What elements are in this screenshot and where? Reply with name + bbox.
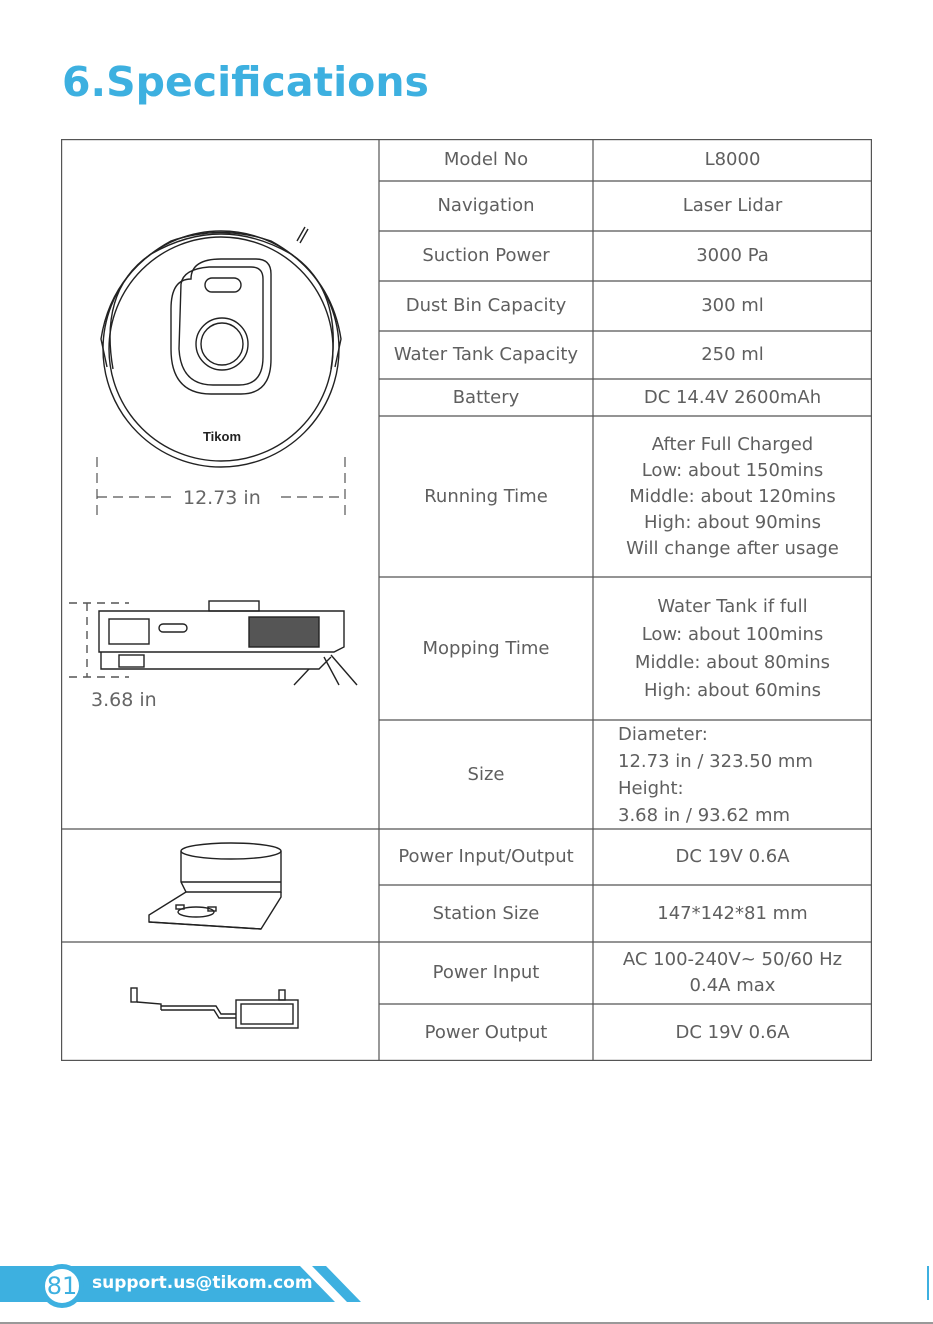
running-time-line: Will change after usage	[626, 537, 839, 559]
spec-value-mopping-time	[593, 577, 872, 720]
spec-value-power-io: DC 19V 0.6A	[675, 846, 790, 867]
spec-label-running-time: Running Time	[424, 485, 548, 507]
spec-value-navigation: Laser Lidar	[682, 195, 783, 216]
spec-value-water-tank: 250 ml	[701, 344, 764, 365]
spec-label-power-input: Power Input	[432, 962, 540, 983]
spec-value-battery: DC 14.4V 2600mAh	[643, 386, 822, 408]
mopping-time-line: Middle: about 80mins	[634, 651, 831, 673]
power-input-line: AC 100-240V~ 50/60 Hz	[622, 949, 843, 970]
charging-station-illustration	[146, 837, 296, 937]
spec-label-power-output: Power Output	[424, 1021, 548, 1043]
spec-value-dust-bin: 300 ml	[701, 295, 764, 316]
running-time-line: After Full Charged	[651, 433, 814, 455]
running-time-line: Low: about 150mins	[641, 459, 824, 481]
spec-value-model-no: L8000	[704, 149, 761, 170]
spec-table	[61, 139, 872, 1061]
spec-label-battery: Battery	[452, 386, 520, 408]
size-line: 3.68 in / 93.62 mm	[618, 804, 791, 826]
size-line: Height:	[618, 777, 684, 799]
power-adapter-illustration	[121, 984, 311, 1039]
spec-label-power-io: Power Input/Output	[398, 846, 574, 867]
spec-value-size	[618, 720, 872, 829]
mopping-time-line: Water Tank if full	[657, 595, 808, 617]
spec-label-navigation: Navigation	[437, 195, 535, 216]
mopping-time-line: High: about 60mins	[643, 679, 822, 701]
spec-label-station-size: Station Size	[432, 902, 540, 924]
spec-value-station-size: 147*142*81 mm	[657, 902, 808, 924]
mopping-time-line: Low: about 100mins	[641, 623, 824, 645]
spec-label-suction-power: Suction Power	[422, 245, 550, 266]
page-number-badge: 81	[40, 1264, 84, 1308]
spec-label-dust-bin: Dust Bin Capacity	[405, 295, 567, 316]
spec-label-water-tank: Water Tank Capacity	[393, 344, 579, 365]
spec-value-suction-power: 3000 Pa	[696, 245, 769, 266]
spec-value-power-output: DC 19V 0.6A	[675, 1021, 790, 1043]
edge-marker	[927, 1266, 929, 1300]
height-label: 3.68 in	[91, 689, 157, 711]
spec-value-running-time	[593, 416, 872, 577]
page-title: 6.Specifications	[62, 58, 429, 106]
support-email[interactable]: support.us@tikom.com	[92, 1273, 313, 1293]
spec-label-model-no: Model No	[443, 149, 529, 170]
spec-value-power-input	[593, 942, 872, 1004]
size-line: Diameter:	[618, 723, 708, 745]
power-input-line: 0.4A max	[689, 975, 776, 996]
running-time-line: High: about 90mins	[643, 511, 822, 533]
diameter-label: 12.73 in	[183, 487, 261, 509]
spec-label-size: Size	[467, 763, 505, 785]
robot-brand-logo: Tikom	[202, 429, 242, 444]
running-time-line: Middle: about 120mins	[629, 485, 836, 507]
spec-label-mopping-time: Mopping Time	[422, 637, 550, 659]
size-line: 12.73 in / 323.50 mm	[618, 750, 813, 772]
